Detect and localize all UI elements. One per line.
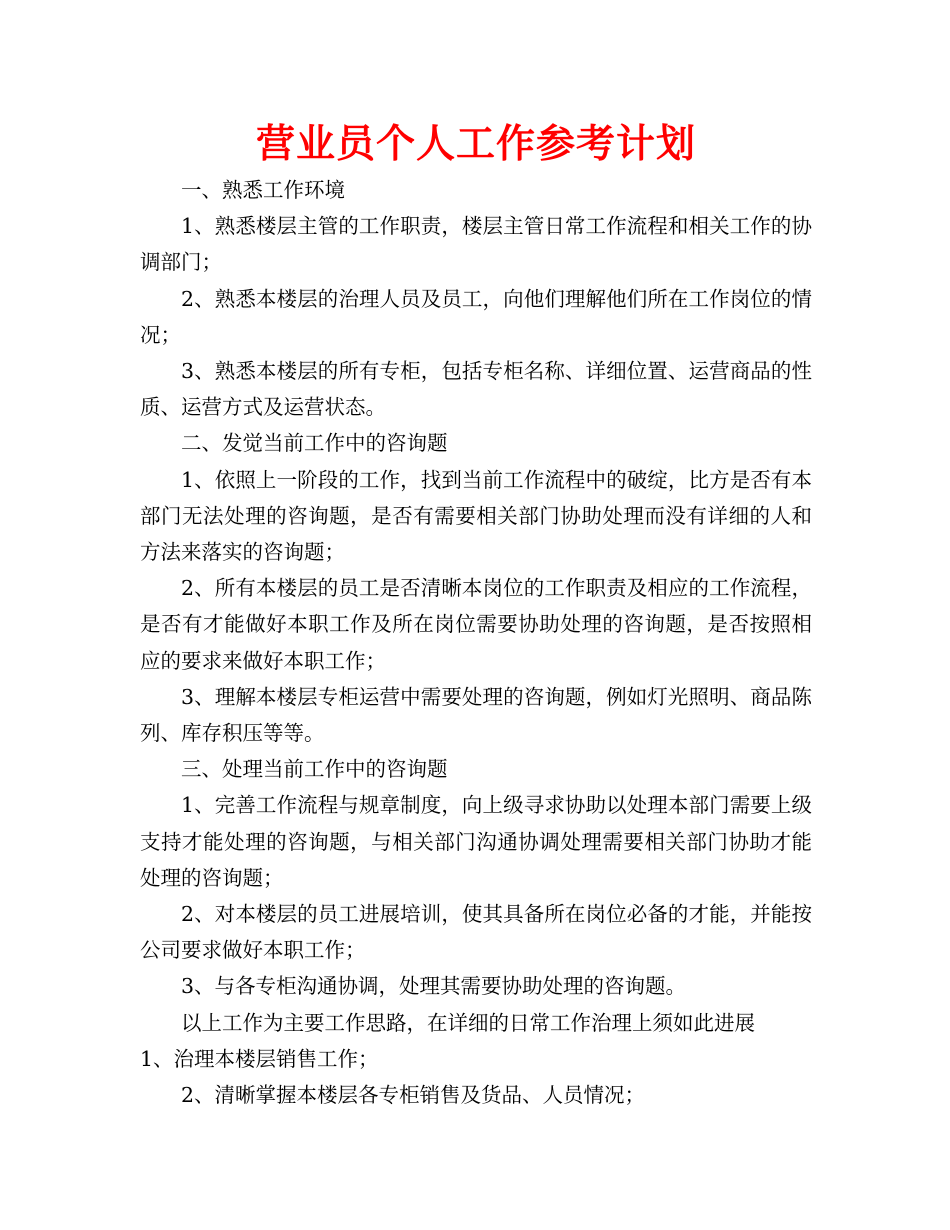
paragraph: 2、对本楼层的员工进展培训，使其具备所在岗位必备的才能，并能按公司要求做好本职工作； — [140, 902, 812, 963]
document-page — [140, 118, 812, 1113]
list-item: 2、清晰掌握本楼层各专柜销售及货品、人员情况； — [181, 1083, 646, 1108]
section-heading-3: 三、处理当前工作中的咨询题 — [181, 757, 448, 782]
document-title: 营业员个人工作参考计划 — [255, 122, 696, 167]
paragraph: 1、依照上一阶段的工作，找到当前工作流程中的破绽，比方是否有本部门无法处理的咨询题，是否有需要相关部门协助处理而没有详细的人和方法来落实的咨询题； — [140, 467, 812, 565]
paragraph: 3、与各专柜沟通协调，处理其需要协助处理的咨询题。 — [181, 974, 687, 999]
paragraph: 2、熟悉本楼层的治理人员及员工，向他们理解他们所在工作岗位的情况； — [140, 286, 812, 347]
paragraph: 2、所有本楼层的员工是否清晰本岗位的工作职责及相应的工作流程，是否有才能做好本职工作及所在岗位需要协助处理的咨询题，是否按照相应的要求来做好本职工作； — [140, 576, 812, 673]
paragraph: 3、熟悉本楼层的所有专柜，包括专柜名称、详细位置、运营商品的性质、运营方式及运营状态。 — [140, 359, 812, 420]
paragraph: 1、完善工作流程与规章制度，向上级寻求协助以处理本部门需要上级支持才能处理的咨询题，与相关部门沟通协调处理需要相关部门协助才能处理的咨询题； — [140, 793, 812, 890]
section-heading-2: 二、发觉当前工作中的咨询题 — [181, 431, 448, 456]
paragraph: 1、熟悉楼层主管的工作职责，楼层主管日常工作流程和相关工作的协调部门； — [140, 214, 812, 275]
section-heading-1: 一、熟悉工作环境 — [181, 178, 345, 202]
list-item: 1、治理本楼层销售工作； — [140, 1046, 379, 1071]
paragraph: 3、理解本楼层专柜运营中需要处理的咨询题，例如灯光照明、商品陈列、库存积压等等。 — [140, 684, 812, 746]
summary-paragraph: 以上工作为主要工作思路，在详细的日常工作治理上须如此进展 — [181, 1010, 755, 1035]
